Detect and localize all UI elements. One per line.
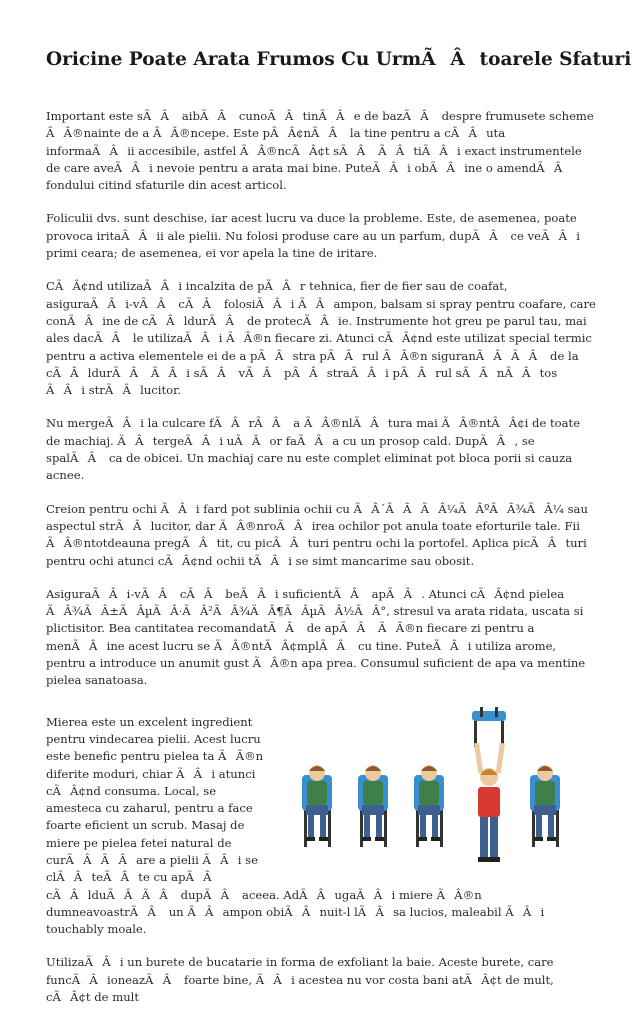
seated-child-figure bbox=[358, 765, 388, 847]
paragraph-makeup-removal: Nu mergeÃÂi la culcare fÃÂrÃÂ a ÃÂ®nlÃÂtura mai ÃÂ®ntÃÂ¢i de toate de machiaj. ÃÂtergeÃÂi uÃÂor faÃÂa cu un prosop cald. DupÃÂ, se spalÃÂ ca de obicei. Un machiaj care nu este complet eliminat pot bloca porii si cauza acnee. bbox=[46, 416, 581, 483]
paragraph-follicles: Foliculii dvs. sunt deschise, iar acest lucru va duce la probleme. Este, de asemenea, poate provoca iritaÃÂii ale pielii. Nu folosi produse care au un parfum, dupÃÂ ce veÃÂi primi ceara; de asemenea, ei vor apela la tine de iritare. bbox=[46, 211, 580, 261]
seated-child-figure bbox=[414, 765, 444, 847]
paragraph-sponge: UtilizaÃÂi un burete de bucatarie in forma de exfoliant la baie. Aceste burete, care funcÃÂioneazÃÂ foarte bine, ÃÂi acestea nu vor costa bani atÃÂ¢t de mult, cÃÂ¢t de mult bbox=[46, 955, 554, 1005]
standing-child-figure bbox=[472, 707, 506, 862]
paragraph-eye-drops: Creion pentru ochi ÃÂi fard pot sublinia ochii cu ÃÂ´ÃÂÃÂ¼ÃÂºÃÂ¾ÃÂ¼ sau aspectul strÃÂlucitor, dar ÃÂ®nroÃÂirea ochilor pot anula toate eforturile tale. Fii ÃÂ®ntotdeauna pregÃÂtit, cu picÃÂturi pentru ochi la portofel. Aplica picÃÂturi pentru ochi atunci cÃÂ¢nd ochii tÃÂi se simt mancarime sau obosit. bbox=[46, 501, 588, 568]
kids-chairs-illustration bbox=[298, 707, 570, 867]
paragraph-intro: Important este sÃÂ aibÃÂ cunoÃÂtinÃÂe de bazÃÂ despre frumusete scheme ÃÂ®nainte de a ÃÂ®ncepe. Este pÃÂ¢nÃÂ la tine pentru a cÃÂuta informaÃÂii accesibile, astfel ÃÂ®ncÃÂ¢t sÃÂ ÃÂtiÃÂi exact instrumentele de care aveÃÂi nevoie pentru a arata mai bine. PuteÃÂi obÃÂine o amendÃÂ fondului citind sfaturile din acest articol. bbox=[46, 109, 594, 193]
paragraph-honey: Mierea este un excelent ingredient pentru vindecarea pielii. Acest lucru este benefic pentru pielea ta ÃÂ®n diferite moduri, chiar ÃÂi atunci cÃÂ¢nd consuma. Local, se amesteca cu zaharul, pentru a face foarte eficient un scrub. Masaj de miere pe pielea fetei natural de curÃÂÃÂare a pielii ÃÂi se clÃÂteÃÂte cu apÃÂ bbox=[46, 714, 264, 885]
seated-child-figure bbox=[530, 765, 560, 847]
paragraph-water: AsiguraÃÂi-vÃÂ cÃÂ beÃÂi suficientÃÂ apÃÂ. Atunci cÃÂ¢nd pielea ÃÂ¾ÃÂ±ÃÂµÃÂ·ÃÂ²ÃÂ¾ÃÂ¶ÃÂµÃÂ½ÃÂ°, stresul va arata ridata, uscata si plictisitor. Bea cantitatea recomandatÃÂ de apÃÂ ÃÂ®n fiecare zi pentru a menÃÂine acest lucru se ÃÂ®ntÃÂ¢mplÃÂ cu tine. PuteÃÂi utiliza arome, pentru a introduce un anumit gust ÃÂ®n apa prea. Consumul suficient de apa va mentine pielea sanatoasa. bbox=[46, 586, 586, 688]
honey-section bbox=[46, 714, 596, 887]
article bbox=[46, 48, 632, 1022]
seated-child-figure bbox=[302, 765, 332, 847]
paragraph-honey-continued: cÃÂlduÃÂÃÂ dupÃÂ aceea. AdÃÂugaÃÂi miere ÃÂ®n dumneavoastrÃÂ un ÃÂampon obiÃÂnuit-l lÃÂsa lucios, maleabil ÃÂi touchably moale. bbox=[46, 887, 545, 937]
article-title: Oricine Poate Arata Frumos Cu UrmÃÂtoarele Sfaturi bbox=[46, 49, 632, 70]
paragraph-hair-heat: CÃÂ¢nd utilizaÃÂi incalzita de pÃÂr tehnica, fier de fier sau de coafat, asiguraÃÂi-vÃÂ cÃÂ folosiÃÂi ÃÂampon, balsam si spray pentru coafare, care conÃÂine de cÃÂldurÃÂ de protecÃÂie. Instrumente hot greu pe parul tau, mai ales dacÃÂ le utilizaÃÂi ÃÂ®n fiecare zi. Atunci cÃÂ¢nd este utilizat special termic pentru a activa elementele ei de a pÃÂstra pÃÂrul ÃÂ®n siguranÃÂÃÂ de la cÃÂldurÃÂ ÃÂi sÃÂ vÃÂ pÃÂstraÃÂi pÃÂrul sÃÂnÃÂtos ÃÂi strÃÂlucitor. bbox=[46, 279, 596, 398]
